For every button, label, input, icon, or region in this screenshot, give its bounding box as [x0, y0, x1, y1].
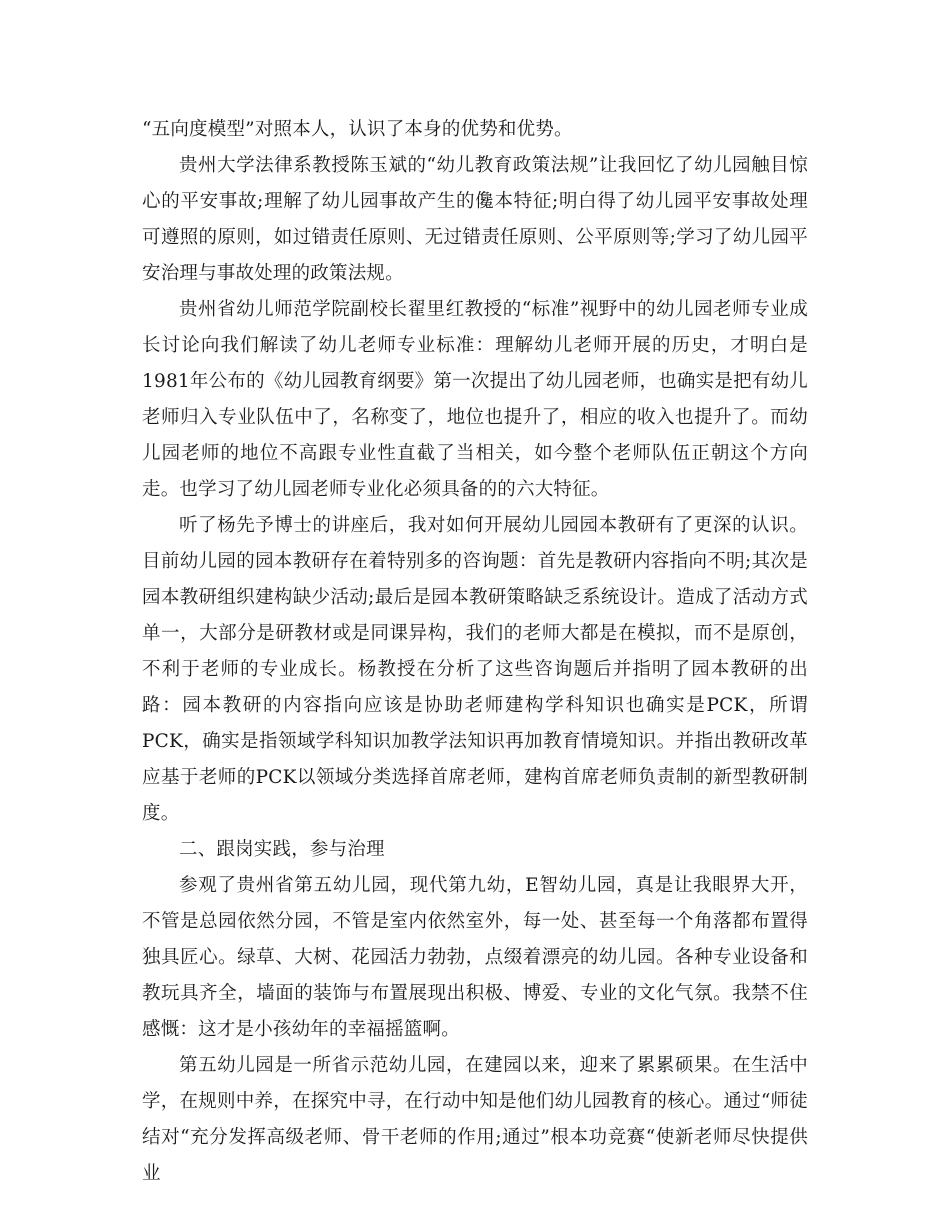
paragraph-kindergarten-visit: 参观了贵州省第五幼儿园，现代第九幼，E智幼儿园，真是让我眼界大开，不管是总园依然分园，不管是室内依然室外，每一处、甚至每一个角落都布置得独具匠心。绿草、大树、花园活力勃勃，点缀着漂亮的幼儿园。各种专业设备和教玩具齐全，墙面的装饰与布置展现出积极、博爱、专业的文化气氛。我禁不住感慨：这才是小孩幼年的幸福摇篮啊。 [142, 875, 808, 1040]
paragraph-continuation: “五向度模型”对照本人，认识了本身的优势和优势。 [142, 119, 573, 140]
paragraph-school-based-research: 听了杨先予博士的讲座后，我对如何开展幼儿园园本教研有了更深的认识。目前幼儿园的园本教研存在着特别多的咨询题：首先是教研内容指向不明;其次是园本教研组织建构缺少活动;最后是园本教研策略缺乏系统设计。造成了活动方式单一，大部分是研教材或是同课异构，我们的老师大都是在模拟，而不是原创，不利于老师的专业成长。杨教授在分析了这些咨询题后并指明了园本教研的出路：园本教研的内容指向应该是协助老师建构学科知识也确实是PCK，所谓PCK，确实是指领域学科知识加教学法知识再加教育情境知识。并指出教研改革应基于老师的PCK以领域分类选择首席老师，建构首席老师负责制的新型教研制度。 [142, 515, 808, 824]
document-body [142, 112, 808, 1192]
paragraph-teacher-standard: 贵州省幼儿师范学院副校长翟里红教授的“标准”视野中的幼儿园老师专业成长讨论向我们解读了幼儿老师专业标准：理解幼儿老师开展的历史，才明白是1981年公布的《幼儿园教育纲要》第一次提出了幼儿园老师，也确实是把有幼儿老师归入专业队伍中了，名称变了，地位也提升了，相应的收入也提升了。而幼儿园老师的地位不高跟专业性直截了当相关，如今整个老师队伍正朝这个方向走。也学习了幼儿园老师专业化必须具备的的六大特征。 [142, 299, 808, 500]
paragraph-policy-law: 贵州大学法律系教授陈玉斌的“幼儿教育政策法规”让我回忆了幼儿园触目惊心的平安事故;理解了幼儿园事故产生的儳本特征;明白得了幼儿园平安事故处理可遵照的原则，如过错责任原则、无过错责任原则、公平原则等;学习了幼儿园平安治理与事故处理的政策法规。 [142, 155, 808, 284]
section-heading: 二、跟岗实践，参与治理 [179, 839, 385, 860]
paragraph-fifth-kindergarten: 第五幼儿园是一所省示范幼儿园，在建园以来，迎来了累累硕果。在生活中学，在规则中养，在探究中寻，在行动中知是他们幼儿园教育的核心。通过“师徒结对“充分发挥高级老师、骨干老师的作用;通过”根本功竞赛“使新老师尽快提供业 [142, 1055, 808, 1184]
